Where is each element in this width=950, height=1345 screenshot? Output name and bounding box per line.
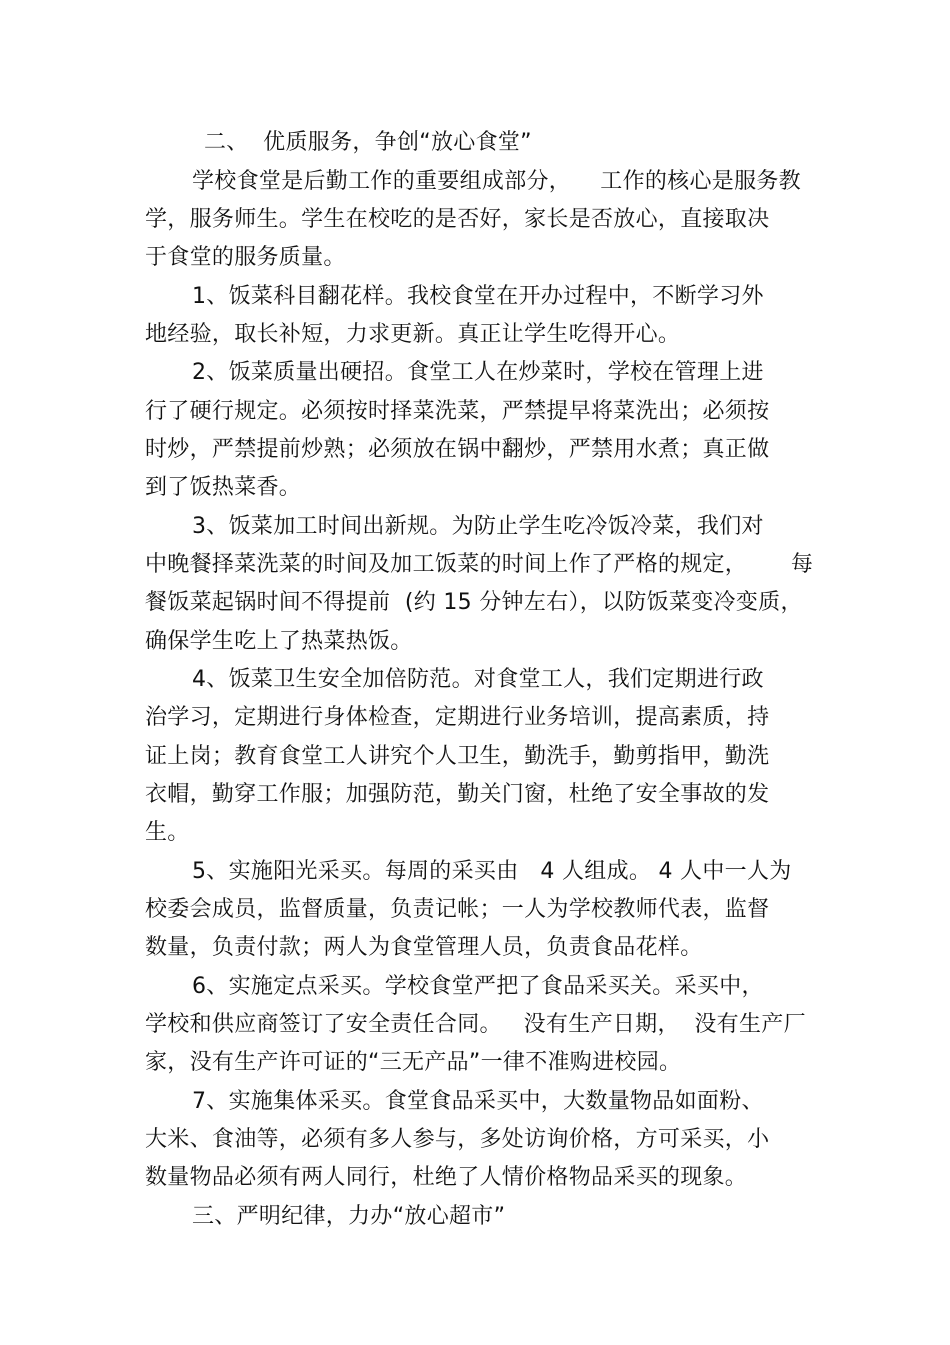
- text-line: 大米、食油等，必须有多人参与，多处访询价格，方可采买，小: [145, 1127, 770, 1152]
- text-line: 行了硬行规定。必须按时择菜洗菜，严禁提早将菜洗出；必须按: [145, 399, 770, 424]
- section-heading: 三、严明纪律，力办“放心超市”: [192, 1204, 506, 1229]
- text-line: 5、实施阳光采买。每周的采买由 4 人组成。 4 人中一人为: [192, 859, 792, 884]
- text-line: 生。: [145, 820, 190, 845]
- text-line: 确保学生吃上了热菜热饭。: [145, 629, 413, 654]
- text-line: 学校和供应商签订了安全责任合同。 没有生产日期， 没有生产厂: [145, 1012, 806, 1037]
- text-line: 于食堂的服务质量。: [145, 245, 346, 270]
- text-line: 证上岗；教育食堂工人讲究个人卫生，勤洗手，勤剪指甲，勤洗: [145, 744, 770, 769]
- text-line: 2、饭菜质量出硬招。食堂工人在炒菜时，学校在管理上进: [192, 360, 764, 385]
- text-line: 中晚餐择菜洗菜的时间及加工饭菜的时间上作了严格的规定， 每: [145, 552, 814, 577]
- text-line: 到了饭热菜香。: [145, 475, 302, 500]
- text-line: 4、饭菜卫生安全加倍防范。对食堂工人，我们定期进行政: [192, 667, 764, 692]
- text-line: 家，没有生产许可证的“三无产品”一律不准购进校园。: [145, 1050, 682, 1075]
- text-line: 数量，负责付款；两人为食堂管理人员，负责食品花样。: [145, 935, 703, 960]
- text-line: 衣帽，勤穿工作服；加强防范，勤关门窗，杜绝了安全事故的发: [145, 782, 770, 807]
- text-line: 3、饭菜加工时间出新规。为防止学生吃冷饭冷菜，我们对: [192, 514, 764, 539]
- text-line: 1、饭菜科目翻花样。我校食堂在开办过程中，不断学习外: [192, 284, 764, 309]
- text-line: 学，服务师生。学生在校吃的是否好，家长是否放心，直接取决: [145, 207, 770, 232]
- text-line: 学校食堂是后勤工作的重要组成部分， 工作的核心是服务教: [192, 169, 801, 194]
- text-line: 数量物品必须有两人同行，杜绝了人情价格物品采买的现象。: [145, 1165, 748, 1190]
- text-line: 治学习，定期进行身体检查，定期进行业务培训，提高素质，持: [145, 705, 770, 730]
- text-line: 时炒，严禁提前炒熟；必须放在锅中翻炒，严禁用水煮；真正做: [145, 437, 770, 462]
- text-line: 餐饭菜起锅时间不得提前 (约 15 分钟左右），以防饭菜变冷变质，: [145, 590, 803, 615]
- text-line: 校委会成员，监督质量，负责记帐；一人为学校教师代表，监督: [145, 897, 770, 922]
- text-line: 地经验，取长补短，力求更新。真正让学生吃得开心。: [145, 322, 681, 347]
- section-heading: 二、 优质服务，争创“放心食堂”: [204, 130, 532, 155]
- text-line: 7、实施集体采买。食堂食品采买中，大数量物品如面粉、: [192, 1089, 764, 1114]
- text-line: 6、实施定点采买。学校食堂严把了食品采买关。采买中，: [192, 974, 764, 999]
